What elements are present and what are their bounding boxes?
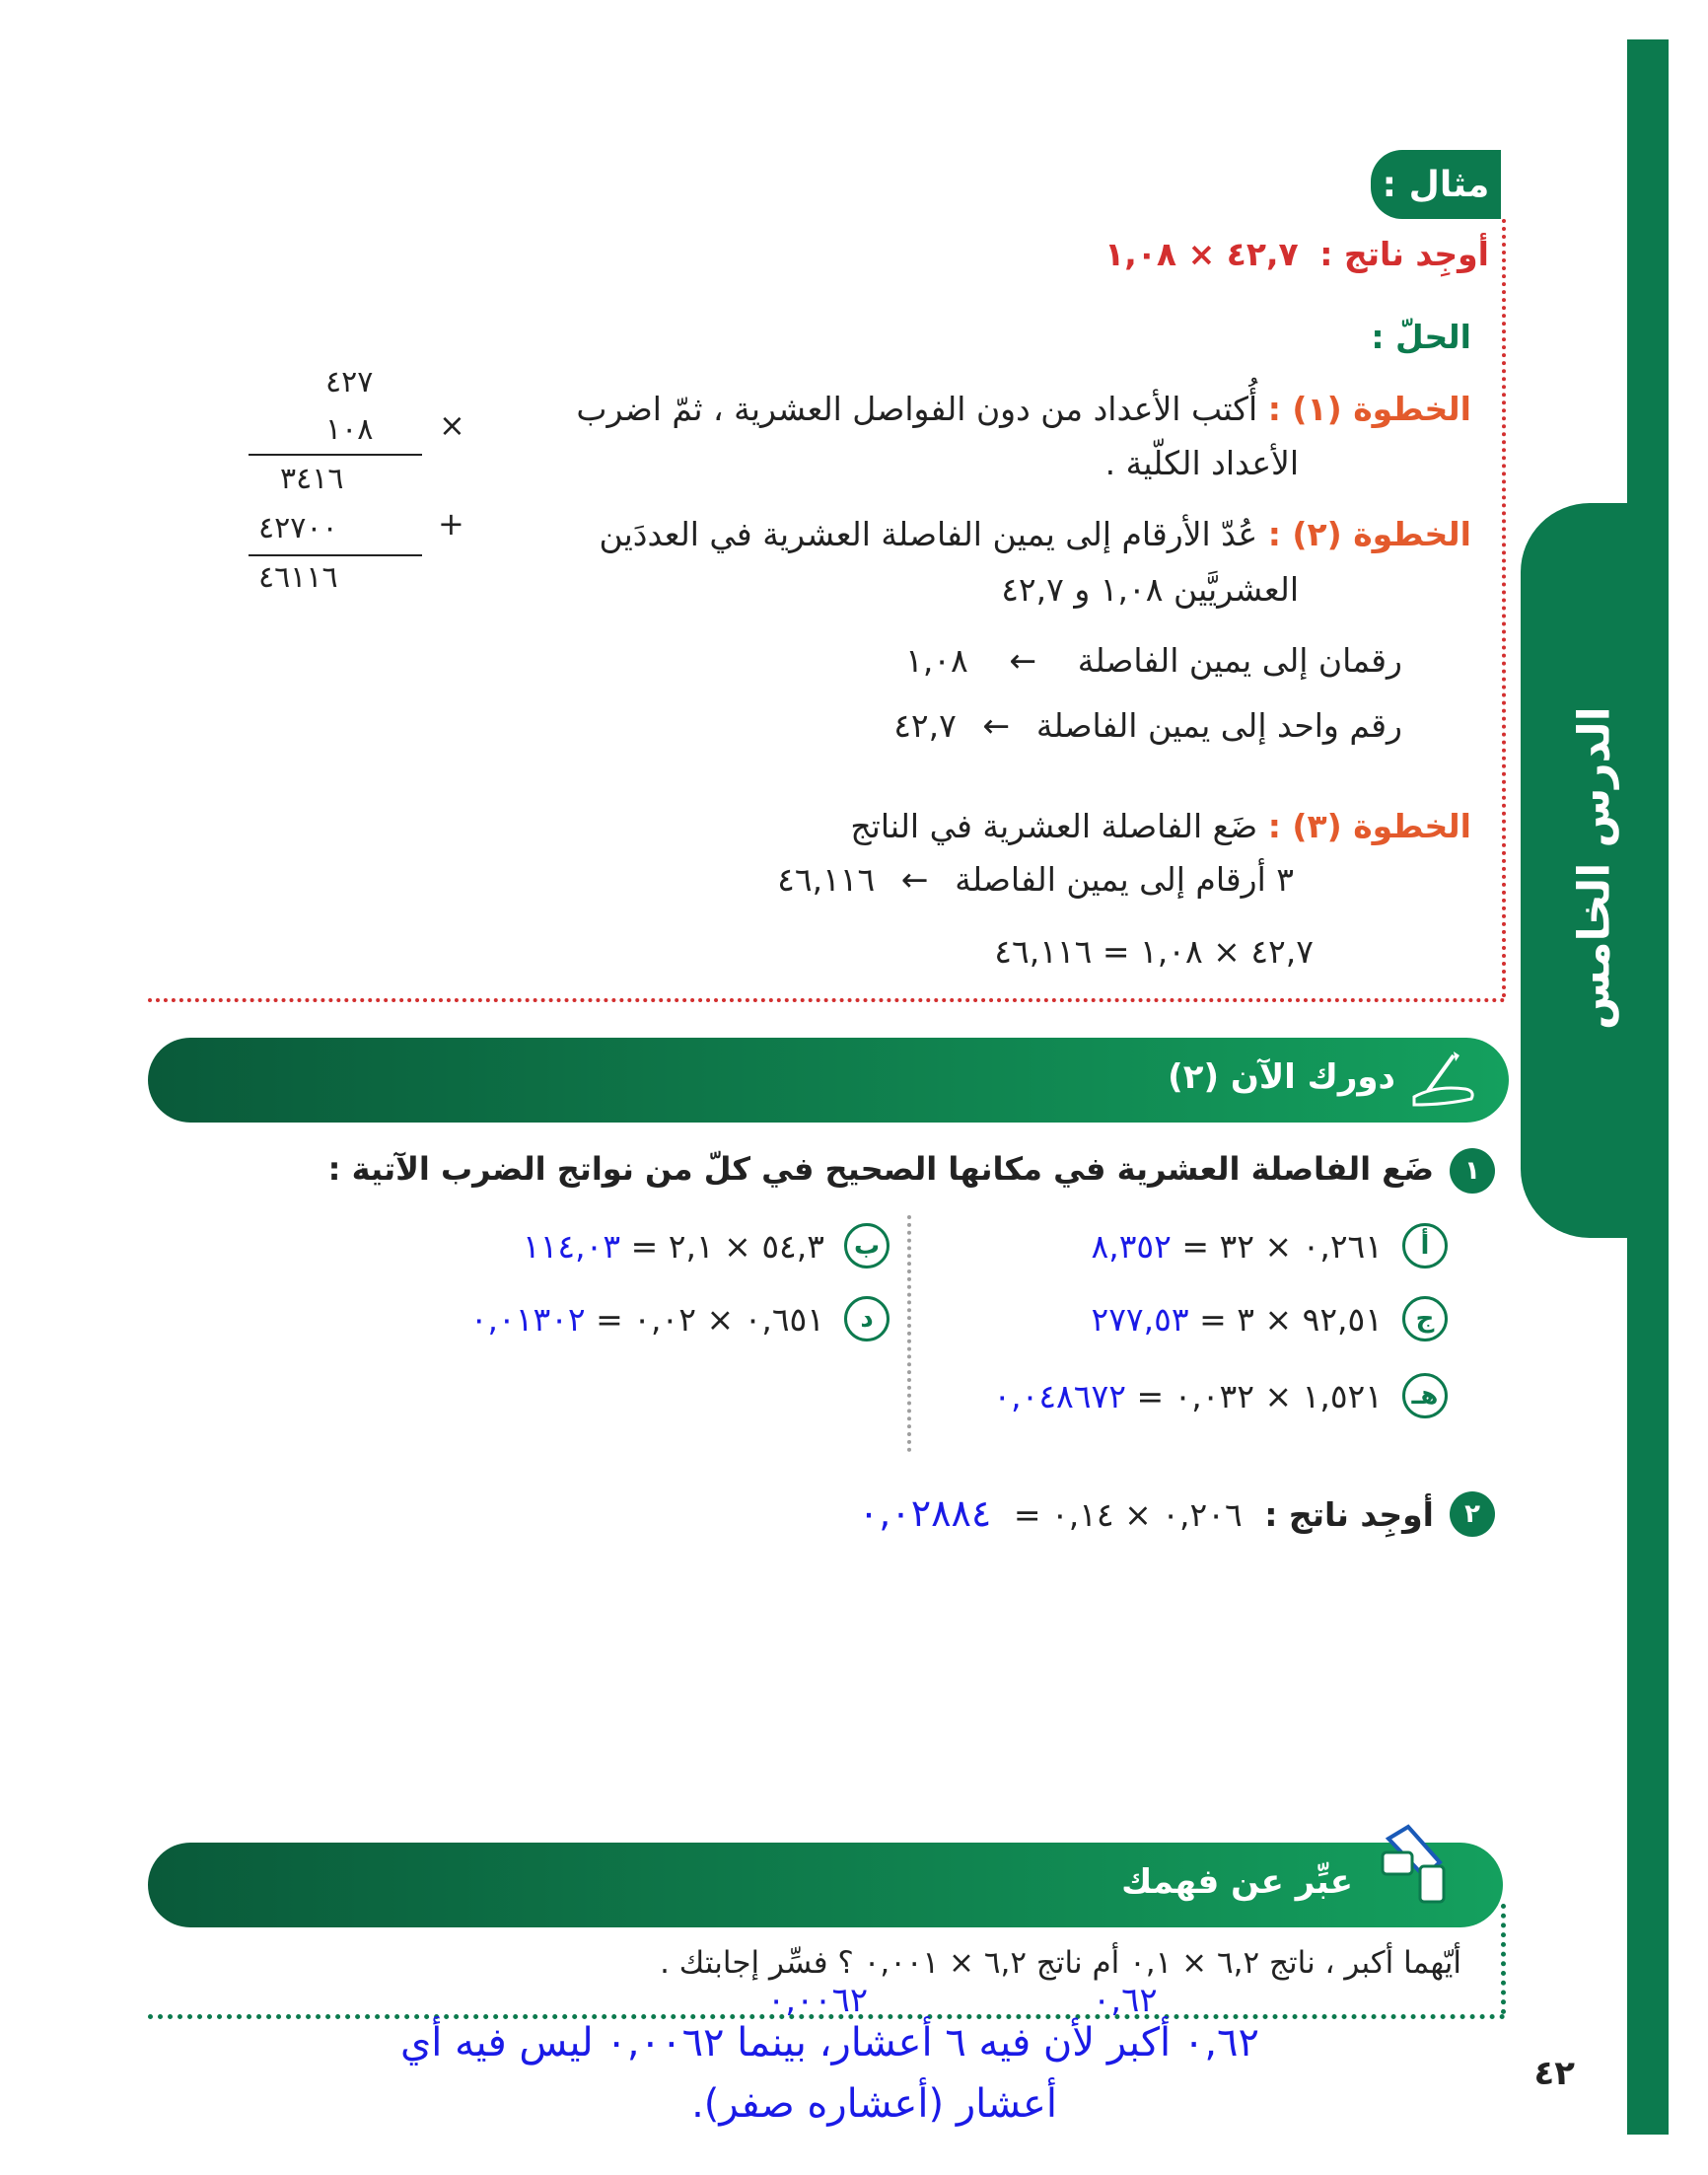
calc-line <box>249 554 422 556</box>
step2-label: الخطوة (٢) : <box>1267 515 1471 553</box>
divider <box>907 1215 911 1452</box>
item-letter: ج <box>1402 1296 1448 1341</box>
handwritten-answer: ٠,٠١٣٠٢ <box>469 1300 586 1339</box>
handwritten-answer: ٠,٠٤٨٦٧٢ <box>993 1377 1126 1415</box>
item-letter: ب <box>844 1223 890 1269</box>
step3-text: ضَع الفاصلة العشرية في الناتج <box>850 807 1258 845</box>
exercise-item: ٠,٢٦١ × ٣٢ = ٨,٣٥٢ <box>1091 1227 1383 1266</box>
handwritten-answer: ٠,٠٢٨٨٤ <box>858 1491 992 1535</box>
count-row: رقمان إلى يمين الفاصلة ← ١,٠٨ <box>905 641 1402 680</box>
lesson-title: الدرس الخامس <box>1569 706 1620 1030</box>
arrow-left-icon: ← <box>900 860 929 899</box>
item-letter: أ <box>1402 1223 1448 1269</box>
arrow-left-icon: ← <box>1009 641 1037 680</box>
calc-row-1: ٤٢٧ <box>325 365 374 399</box>
multiply-sign: × <box>439 406 465 444</box>
step1-label: الخطوة (١) : <box>1267 390 1471 428</box>
your-turn-title: دورك الآن (٢) <box>1168 1057 1395 1097</box>
arrow-left-icon: ← <box>982 706 1011 745</box>
example-prompt: أوجِد ناتج : ٤٢,٧ × ١,٠٨ <box>1104 235 1489 273</box>
calc-row-5: ٤٦١١٦ <box>258 560 338 595</box>
item-letter: د <box>844 1296 890 1341</box>
step2 <box>599 515 1471 553</box>
calc-line <box>249 454 422 456</box>
example-border-right <box>1502 219 1506 998</box>
calc-row-2: ١٠٨ <box>325 412 374 447</box>
example-badge: مثال : <box>1371 150 1501 219</box>
step3-count: ٣ أرقام إلى يمين الفاصلة ← ٤٦,١١٦ <box>777 860 1294 899</box>
question-number: ١ <box>1450 1148 1495 1194</box>
step3-label: الخطوة (٣) : <box>1267 807 1471 845</box>
handwritten-answer: ٢٧٧,٥٣ <box>1091 1300 1189 1339</box>
handwritten-note: ٠,٦٢ <box>1093 1981 1158 2020</box>
step3 <box>850 807 1471 845</box>
step1-text-2: الأعداد الكلّية . <box>1104 444 1299 482</box>
express-question: أيّهما أكبر ، ناتج ٦,٢ × ٠,١ أم ناتج ٦,٢ × ٠,٠٠١ ؟ فسِّر إجابتك . <box>660 1945 1461 1981</box>
question-1-text: ضَع الفاصلة العشرية في مكانها الصحيح في كلّ من نواتج الضرب الآتية : <box>327 1150 1434 1188</box>
your-turn-banner <box>148 1038 1509 1123</box>
exercise-item: ٥٤,٣ × ٢,١ = ١١٤,٠٣ <box>522 1227 824 1266</box>
exercise-item: ٠,٦٥١ × ٠,٠٢ = ٠,٠١٣٠٢ <box>469 1300 824 1339</box>
express-border-right <box>1501 1904 1506 2014</box>
megaphone-icon <box>1369 1819 1463 1918</box>
handwritten-answer-line: أعشار (أعشاره صفر). <box>691 2081 1057 2127</box>
question-2: أوجِد ناتج : ٠,٢٠٦ × ٠,١٤ = ٠,٠٢٨٨٤ <box>858 1491 1434 1535</box>
handwritten-answer: ٨,٣٥٢ <box>1091 1227 1172 1266</box>
step1-text: أُكتب الأعداد من دون الفواصل العشرية ، ثمّ اضرب <box>576 390 1258 428</box>
page-number: ٤٢ <box>1533 2054 1575 2093</box>
handwritten-note: ٠,٠٠٦٢ <box>767 1981 869 2020</box>
calc-row-3: ٣٤١٦ <box>280 462 344 496</box>
step2-text-2: العشريَّين ١,٠٨ و ٤٢,٧ <box>1001 570 1299 609</box>
exercise-item: ٩٢,٥١ × ٣ = ٢٧٧,٥٣ <box>1091 1300 1383 1339</box>
example-border-bottom <box>148 998 1506 1002</box>
exercise-item: ١,٥٢١ × ٠,٠٣٢ = ٠,٠٤٨٦٧٢ <box>993 1377 1383 1415</box>
handwritten-answer-line: ٠,٦٢ أكبر لأن فيه ٦ أعشار، بينما ٠,٠٠٦٢ ليس فيه أي <box>399 2020 1259 2066</box>
item-letter: هـ <box>1402 1373 1448 1418</box>
question-number: ٢ <box>1450 1491 1495 1537</box>
plus-sign: + <box>438 505 464 543</box>
pencil-hand-icon <box>1406 1046 1479 1115</box>
calc-row-4: ٤٢٧٠٠ <box>258 511 338 545</box>
final-equation: ٤٢,٧ × ١,٠٨ = ٤٦,١١٦ <box>994 932 1314 971</box>
express-banner <box>148 1843 1503 1927</box>
express-title: عبِّر عن فهمك <box>1121 1862 1353 1902</box>
solution-label: الحلّ : <box>1371 318 1471 356</box>
step2-text: عُدّ الأرقام إلى يمين الفاصلة العشرية في العددَين <box>599 515 1258 553</box>
handwritten-answer: ١١٤,٠٣ <box>522 1227 621 1266</box>
step1 <box>576 390 1471 428</box>
count-row: رقم واحد إلى يمين الفاصلة ← ٤٢,٧ <box>893 706 1402 745</box>
